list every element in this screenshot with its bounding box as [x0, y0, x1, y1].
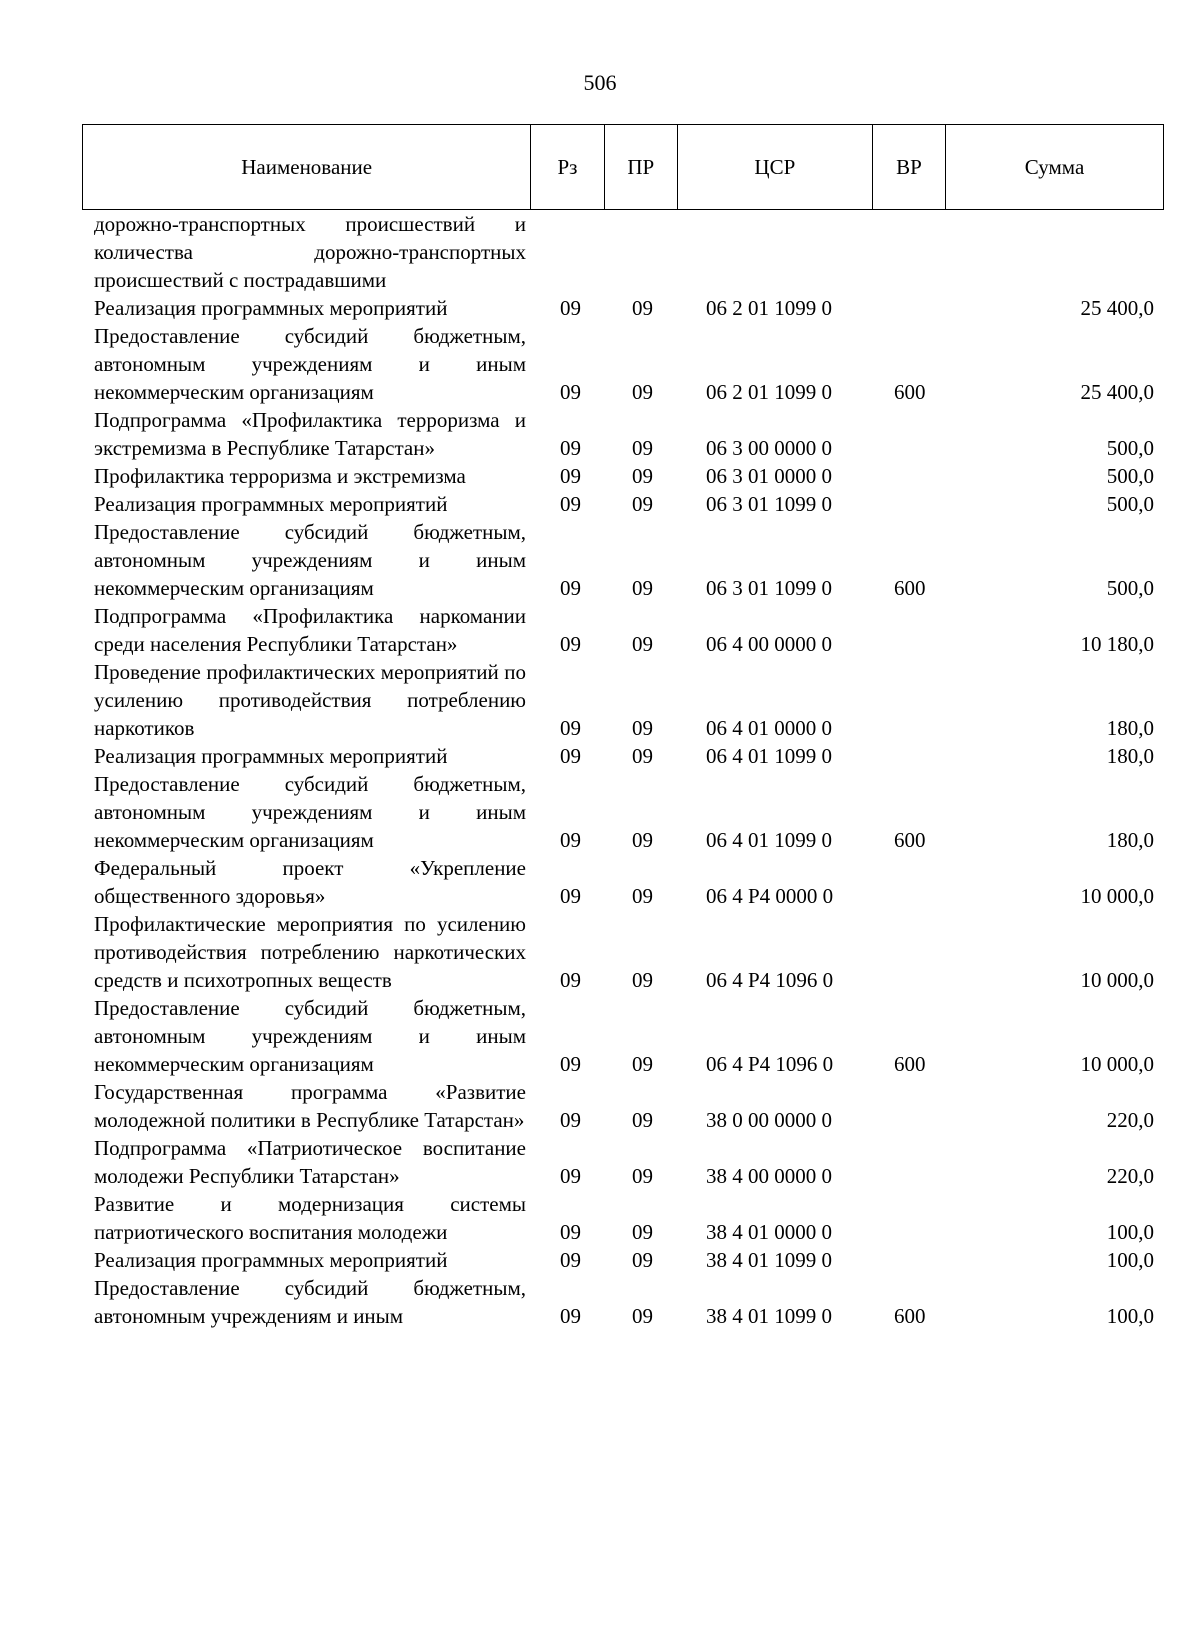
table-row [0, 322, 1200, 406]
row-pr: 09 [632, 968, 653, 992]
row-sum: 500,0 [1106, 464, 1154, 488]
row-csr: 06 4 01 1099 0 [706, 744, 832, 768]
row-name: Реализация программных мероприятий [94, 296, 448, 320]
row-rz: 09 [560, 1220, 581, 1244]
row-csr: 06 3 00 0000 0 [706, 436, 832, 460]
row-rz: 09 [560, 576, 581, 600]
row-sum: 180,0 [1106, 744, 1154, 768]
row-rz: 09 [560, 828, 581, 852]
table-row [0, 1190, 1200, 1246]
row-name: Проведение профилактических мероприятий по усилению противодействия потреблению наркотиков [94, 660, 526, 740]
row-sum: 10 180,0 [1080, 632, 1154, 656]
row-csr: 06 4 P4 0000 0 [706, 884, 834, 908]
row-csr: 38 4 01 1099 0 [706, 1304, 832, 1328]
table-row [0, 462, 1200, 490]
row-pr: 09 [632, 464, 653, 488]
row-name: Реализация программных мероприятий [94, 744, 448, 768]
column-header-rz: Рз [531, 125, 604, 210]
row-rz: 09 [560, 744, 581, 768]
row-pr: 09 [632, 380, 653, 404]
row-name: Предоставление субсидий бюджетным, автономным учреждениям и иным некоммерческим организациям [94, 996, 526, 1076]
table-row [0, 210, 1200, 294]
row-sum: 10 000,0 [1080, 1052, 1154, 1076]
row-name: Профилактические мероприятия по усилению противодействия потреблению наркотических средств и психотропных веществ [94, 912, 526, 992]
row-vr: 600 [894, 380, 926, 404]
row-name: дорожно-транспортных происшествий и количества дорожно-транспортных происшествий с пострадавшими [94, 212, 526, 292]
row-name: Подпрограмма «Профилактика терроризма и экстремизма в Республике Татарстан» [94, 408, 526, 460]
row-pr: 09 [632, 1248, 653, 1272]
row-csr: 38 4 01 0000 0 [706, 1220, 832, 1244]
row-sum: 220,0 [1106, 1164, 1154, 1188]
row-name: Предоставление субсидий бюджетным, автономным учреждениям и иным некоммерческим организациям [94, 772, 526, 852]
row-name: Развитие и модернизация системы патриотического воспитания молодежи [94, 1192, 526, 1244]
row-sum: 500,0 [1106, 436, 1154, 460]
page-number: 506 [583, 70, 617, 95]
row-vr: 600 [894, 828, 926, 852]
row-csr: 38 4 00 0000 0 [706, 1164, 832, 1188]
row-rz: 09 [560, 296, 581, 320]
row-pr: 09 [632, 744, 653, 768]
row-csr: 06 3 01 1099 0 [706, 492, 832, 516]
row-pr: 09 [632, 436, 653, 460]
row-pr: 09 [632, 1304, 653, 1328]
row-pr: 09 [632, 716, 653, 740]
row-csr: 06 4 00 0000 0 [706, 632, 832, 656]
row-name: Федеральный проект «Укрепление общественного здоровья» [94, 856, 526, 908]
row-sum: 25 400,0 [1080, 296, 1154, 320]
table-row [0, 854, 1200, 910]
table-row [0, 742, 1200, 770]
row-rz: 09 [560, 1248, 581, 1272]
column-header-vr: ВР [872, 125, 945, 210]
row-name: Предоставление субсидий бюджетным, автономным учреждениям и иным некоммерческим организациям [94, 520, 526, 600]
row-pr: 09 [632, 1220, 653, 1244]
table-row [0, 1078, 1200, 1134]
row-rz: 09 [560, 380, 581, 404]
row-sum: 180,0 [1106, 828, 1154, 852]
table-row [0, 294, 1200, 322]
row-csr: 38 0 00 0000 0 [706, 1108, 832, 1132]
row-name: Предоставление субсидий бюджетным, автономным учреждениям и иным [94, 1276, 526, 1328]
row-rz: 09 [560, 464, 581, 488]
row-csr: 06 4 P4 1096 0 [706, 968, 834, 992]
row-vr: 600 [894, 1304, 926, 1328]
row-csr: 06 4 P4 1096 0 [706, 1052, 834, 1076]
row-sum: 100,0 [1106, 1220, 1154, 1244]
row-rz: 09 [560, 492, 581, 516]
row-sum: 10 000,0 [1080, 884, 1154, 908]
table-row [0, 518, 1200, 602]
row-pr: 09 [632, 576, 653, 600]
column-header-name: Наименование [83, 125, 531, 210]
table-row [0, 658, 1200, 742]
row-csr: 06 2 01 1099 0 [706, 380, 832, 404]
table-row [0, 602, 1200, 658]
row-name: Реализация программных мероприятий [94, 1248, 448, 1272]
row-vr: 600 [894, 1052, 926, 1076]
row-csr: 06 3 01 0000 0 [706, 464, 832, 488]
row-pr: 09 [632, 296, 653, 320]
row-pr: 09 [632, 1052, 653, 1076]
table-row [0, 770, 1200, 854]
table-row [0, 910, 1200, 994]
row-rz: 09 [560, 716, 581, 740]
row-sum: 220,0 [1106, 1108, 1154, 1132]
row-sum: 100,0 [1106, 1304, 1154, 1328]
row-name: Реализация программных мероприятий [94, 492, 448, 516]
row-rz: 09 [560, 1108, 581, 1132]
row-sum: 10 000,0 [1080, 968, 1154, 992]
row-rz: 09 [560, 632, 581, 656]
table-row [0, 1134, 1200, 1190]
row-pr: 09 [632, 884, 653, 908]
row-vr: 600 [894, 576, 926, 600]
row-sum: 180,0 [1106, 716, 1154, 740]
row-csr: 06 2 01 1099 0 [706, 296, 832, 320]
row-name: Государственная программа «Развитие молодежной политики в Республике Татарстан» [94, 1080, 526, 1132]
row-sum: 500,0 [1106, 492, 1154, 516]
row-name: Подпрограмма «Профилактика наркомании среди населения Республики Татарстан» [94, 604, 526, 656]
row-name: Подпрограмма «Патриотическое воспитание молодежи Республики Татарстан» [94, 1136, 526, 1188]
table-row [0, 406, 1200, 462]
row-pr: 09 [632, 1108, 653, 1132]
table-header [82, 124, 1164, 210]
column-header-sum: Сумма [946, 125, 1164, 210]
row-sum: 25 400,0 [1080, 380, 1154, 404]
row-rz: 09 [560, 436, 581, 460]
row-csr: 06 4 01 1099 0 [706, 828, 832, 852]
table-row [0, 994, 1200, 1078]
row-name: Профилактика терроризма и экстремизма [94, 464, 466, 488]
column-header-pr: ПР [604, 125, 677, 210]
row-pr: 09 [632, 492, 653, 516]
row-rz: 09 [560, 1052, 581, 1076]
row-rz: 09 [560, 1304, 581, 1328]
row-pr: 09 [632, 632, 653, 656]
row-csr: 38 4 01 1099 0 [706, 1248, 832, 1272]
row-sum: 100,0 [1106, 1248, 1154, 1272]
row-rz: 09 [560, 968, 581, 992]
row-csr: 06 3 01 1099 0 [706, 576, 832, 600]
row-pr: 09 [632, 1164, 653, 1188]
table-row [0, 1246, 1200, 1274]
row-rz: 09 [560, 884, 581, 908]
table-row [0, 1274, 1200, 1330]
table-body [0, 210, 1200, 1330]
row-sum: 500,0 [1106, 576, 1154, 600]
row-pr: 09 [632, 828, 653, 852]
row-name: Предоставление субсидий бюджетным, автономным учреждениям и иным некоммерческим организациям [94, 324, 526, 404]
row-rz: 09 [560, 1164, 581, 1188]
column-header-csr: ЦСР [677, 125, 872, 210]
table-row [0, 490, 1200, 518]
row-csr: 06 4 01 0000 0 [706, 716, 832, 740]
